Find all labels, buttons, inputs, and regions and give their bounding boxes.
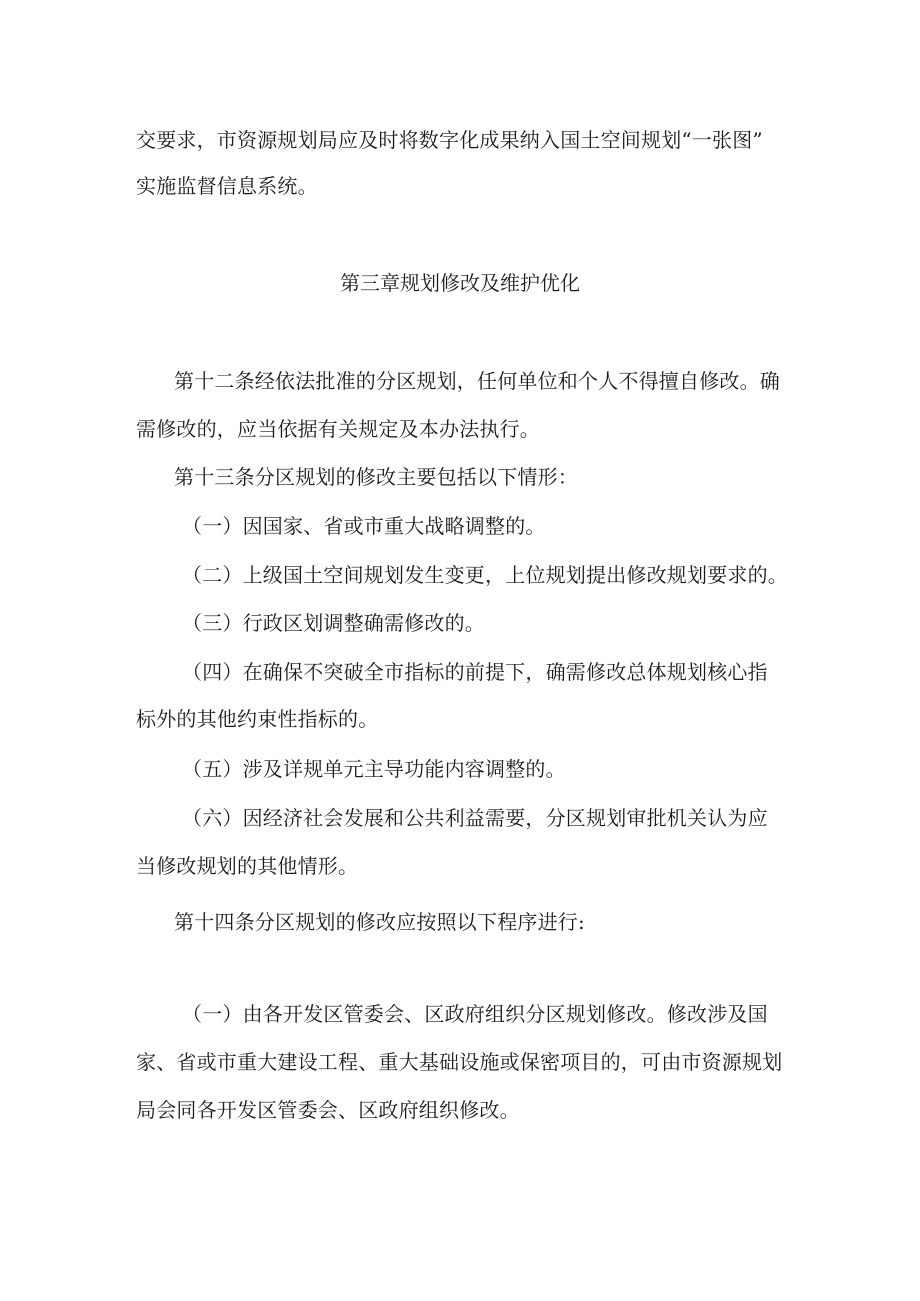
article-12-line-1: 第十二条经依法批准的分区规划，任何单位和个人不得擅自修改。确 [174, 369, 780, 393]
article-13-intro: 第十三条分区规划的修改主要包括以下情形： [174, 465, 578, 489]
paragraph-line: 交要求，市资源规划局应及时将数字化成果纳入国土空间规划“一张图” [136, 128, 763, 152]
article-14-item-1-line-3: 局会同各开发区管委会、区政府组织修改。 [136, 1098, 520, 1122]
article-13-item-6-line-1: （六）因经济社会发展和公共利益需要，分区规划审批机关认为应 [182, 806, 768, 830]
article-13-item-6-line-2: 当修改规划的其他情形。 [136, 854, 359, 878]
paragraph-line: 实施监督信息系统。 [136, 174, 318, 198]
article-13-item-3: （三）行政区划调整确需修改的。 [182, 611, 485, 635]
article-12-line-2: 需修改的，应当依据有关规定及本办法执行。 [136, 417, 540, 441]
article-14-intro: 第十四条分区规划的修改应按照以下程序进行: [174, 910, 585, 934]
article-13-item-4-line-2: 标外的其他约束性指标的。 [136, 707, 379, 731]
article-13-item-2: （二）上级国土空间规划发生变更，上位规划提出修改规划要求的。 [182, 563, 788, 587]
chapter-title: 第三章规划修改及维护优化 [340, 271, 580, 295]
article-13-item-4-line-1: （四）在确保不突破全市指标的前提下，确需修改总体规划核心指 [182, 660, 768, 684]
article-13-item-5: （五）涉及详规单元主导功能内容调整的。 [182, 757, 566, 781]
article-14-item-1-line-2: 家、省或市重大建设工程、重大基础设施或保密项目的，可由市资源规划 [136, 1050, 783, 1074]
article-14-item-1-line-1: （一）由各开发区管委会、区政府组织分区规划修改。修改涉及国 [182, 1002, 768, 1026]
article-13-item-1: （一）因国家、省或市重大战略调整的。 [182, 514, 546, 538]
